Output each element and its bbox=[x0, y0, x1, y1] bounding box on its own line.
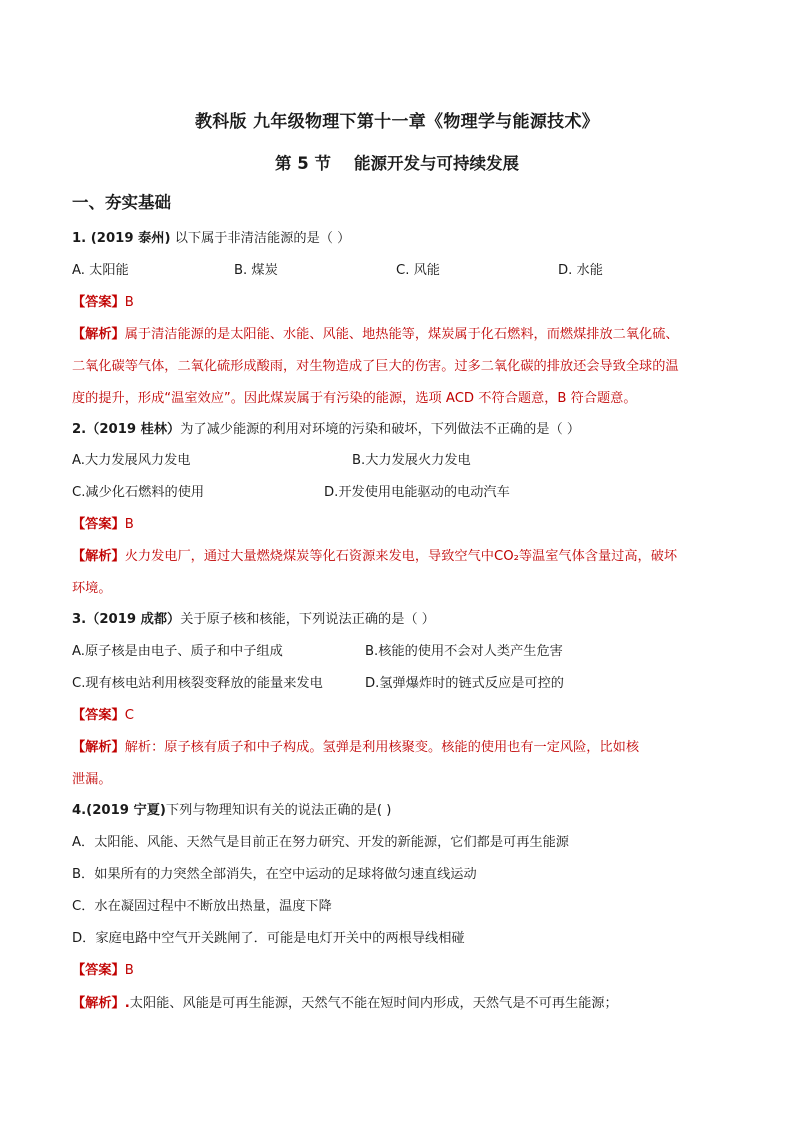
document-title: 教科版 九年级物理下第十一章《物理学与能源技术》 bbox=[194, 112, 600, 132]
question-4-option-a: A．太阳能、风能、天然气是目前正在努力研究、开发的新能源，它们都是可再生能源 bbox=[72, 835, 569, 850]
question-4-number: 4.(2019 宁夏) bbox=[72, 803, 166, 818]
explanation-label: 【解析】 bbox=[72, 327, 125, 342]
question-1-option-a: A. 太阳能 bbox=[72, 263, 129, 278]
question-4-text: 下列与物理知识有关的说法正确的是( ) bbox=[165, 803, 392, 818]
question-1-text: 以下属于非清洁能源的是（ ） bbox=[170, 231, 351, 246]
answer-value: B bbox=[124, 295, 134, 310]
explanation-label: 【解析】. bbox=[72, 996, 130, 1011]
question-4-explanation-line: 【解析】.太阳能、风能是可再生能源，天然气不能在短时间内形成，天然气是不可再生能源； bbox=[72, 996, 618, 1011]
question-2-option-a: A.大力发展风力发电 bbox=[72, 453, 191, 468]
question-1-explanation-line: 度的提升，形成“温室效应”。因此煤炭属于有污染的能源，选项 ACD 不符合题意，B 符合题意。 bbox=[72, 391, 637, 406]
part-heading: 一、夯实基础 bbox=[72, 193, 171, 212]
question-1-number: 1. (2019 泰州) bbox=[72, 231, 171, 246]
answer-label: 【答案】 bbox=[72, 708, 125, 723]
question-2-explanation-line: 环境。 bbox=[72, 581, 112, 596]
explanation-label: 【解析】 bbox=[72, 740, 125, 755]
question-2-text: 为了减少能源的利用对环境的污染和破坏，下列做法不正确的是（ ） bbox=[180, 422, 581, 437]
section-subtitle: 第 5 节 能源开发与可持续发展 bbox=[275, 154, 519, 173]
question-4-option-d: D．家庭电路中空气开关跳闸了．可能是电灯开关中的两根导线相碰 bbox=[72, 931, 465, 946]
question-4-option-b: B．如果所有的力突然全部消失，在空中运动的足球将做匀速直线运动 bbox=[72, 867, 477, 882]
question-2-stem bbox=[72, 421, 580, 439]
question-1-option-b: B. 煤炭 bbox=[234, 263, 278, 278]
question-3-text: 关于原子核和核能，下列说法正确的是（ ） bbox=[180, 612, 435, 627]
question-4-option-c: C．水在凝固过程中不断放出热量，温度下降 bbox=[72, 899, 332, 914]
question-1-explanation-line: 二氧化碳等气体，二氧化硫形成酸雨，对生物造成了巨大的伤害。过多二氧化碳的排放还会导致全球的温 bbox=[72, 359, 679, 374]
answer-value: C bbox=[124, 708, 134, 723]
question-2-explanation-line: 【解析】火力发电厂，通过大量燃烧煤炭等化石资源来发电，导致空气中CO₂等温室气体含量过高，破坏 bbox=[72, 549, 678, 564]
question-1-answer bbox=[72, 294, 134, 312]
question-3-stem bbox=[72, 611, 435, 629]
question-2-answer bbox=[72, 516, 134, 534]
answer-value: B bbox=[124, 963, 134, 978]
answer-label: 【答案】 bbox=[72, 295, 125, 310]
question-1-stem bbox=[72, 230, 350, 248]
answer-value: B bbox=[124, 517, 134, 532]
question-3-option-c: C.现有核电站利用核裂变释放的能量来发电 bbox=[72, 676, 323, 691]
question-4-stem bbox=[72, 802, 391, 820]
question-3-option-d: D.氢弹爆炸时的链式反应是可控的 bbox=[365, 676, 564, 691]
question-1-option-d: D. 水能 bbox=[558, 263, 603, 278]
question-2-option-d: D.开发使用电能驱动的电动汽车 bbox=[324, 485, 510, 500]
question-3-option-b: B.核能的使用不会对人类产生危害 bbox=[365, 644, 563, 659]
question-3-answer bbox=[72, 707, 134, 725]
question-1-option-c: C. 风能 bbox=[396, 263, 440, 278]
answer-label: 【答案】 bbox=[72, 517, 125, 532]
question-3-explanation-line: 【解析】解析：原子核有质子和中子构成。氢弹是利用核聚变。核能的使用也有一定风险，比如核 bbox=[72, 740, 640, 755]
question-2-number: 2.（2019 桂林） bbox=[72, 422, 181, 437]
question-3-explanation-line: 泄漏。 bbox=[72, 772, 112, 787]
explanation-label: 【解析】 bbox=[72, 549, 125, 564]
question-3-number: 3.（2019 成都） bbox=[72, 612, 181, 627]
answer-label: 【答案】 bbox=[72, 963, 125, 978]
question-2-option-b: B.大力发展火力发电 bbox=[352, 453, 471, 468]
question-1-explanation-line: 【解析】属于清洁能源的是太阳能、水能、风能、地热能等，煤炭属于化石燃料，而燃煤排放二氧化硫、 bbox=[72, 327, 679, 342]
question-3-option-a: A.原子核是由电子、质子和中子组成 bbox=[72, 644, 283, 659]
question-4-answer bbox=[72, 962, 134, 980]
question-2-option-c: C.减少化石燃料的使用 bbox=[72, 485, 205, 500]
